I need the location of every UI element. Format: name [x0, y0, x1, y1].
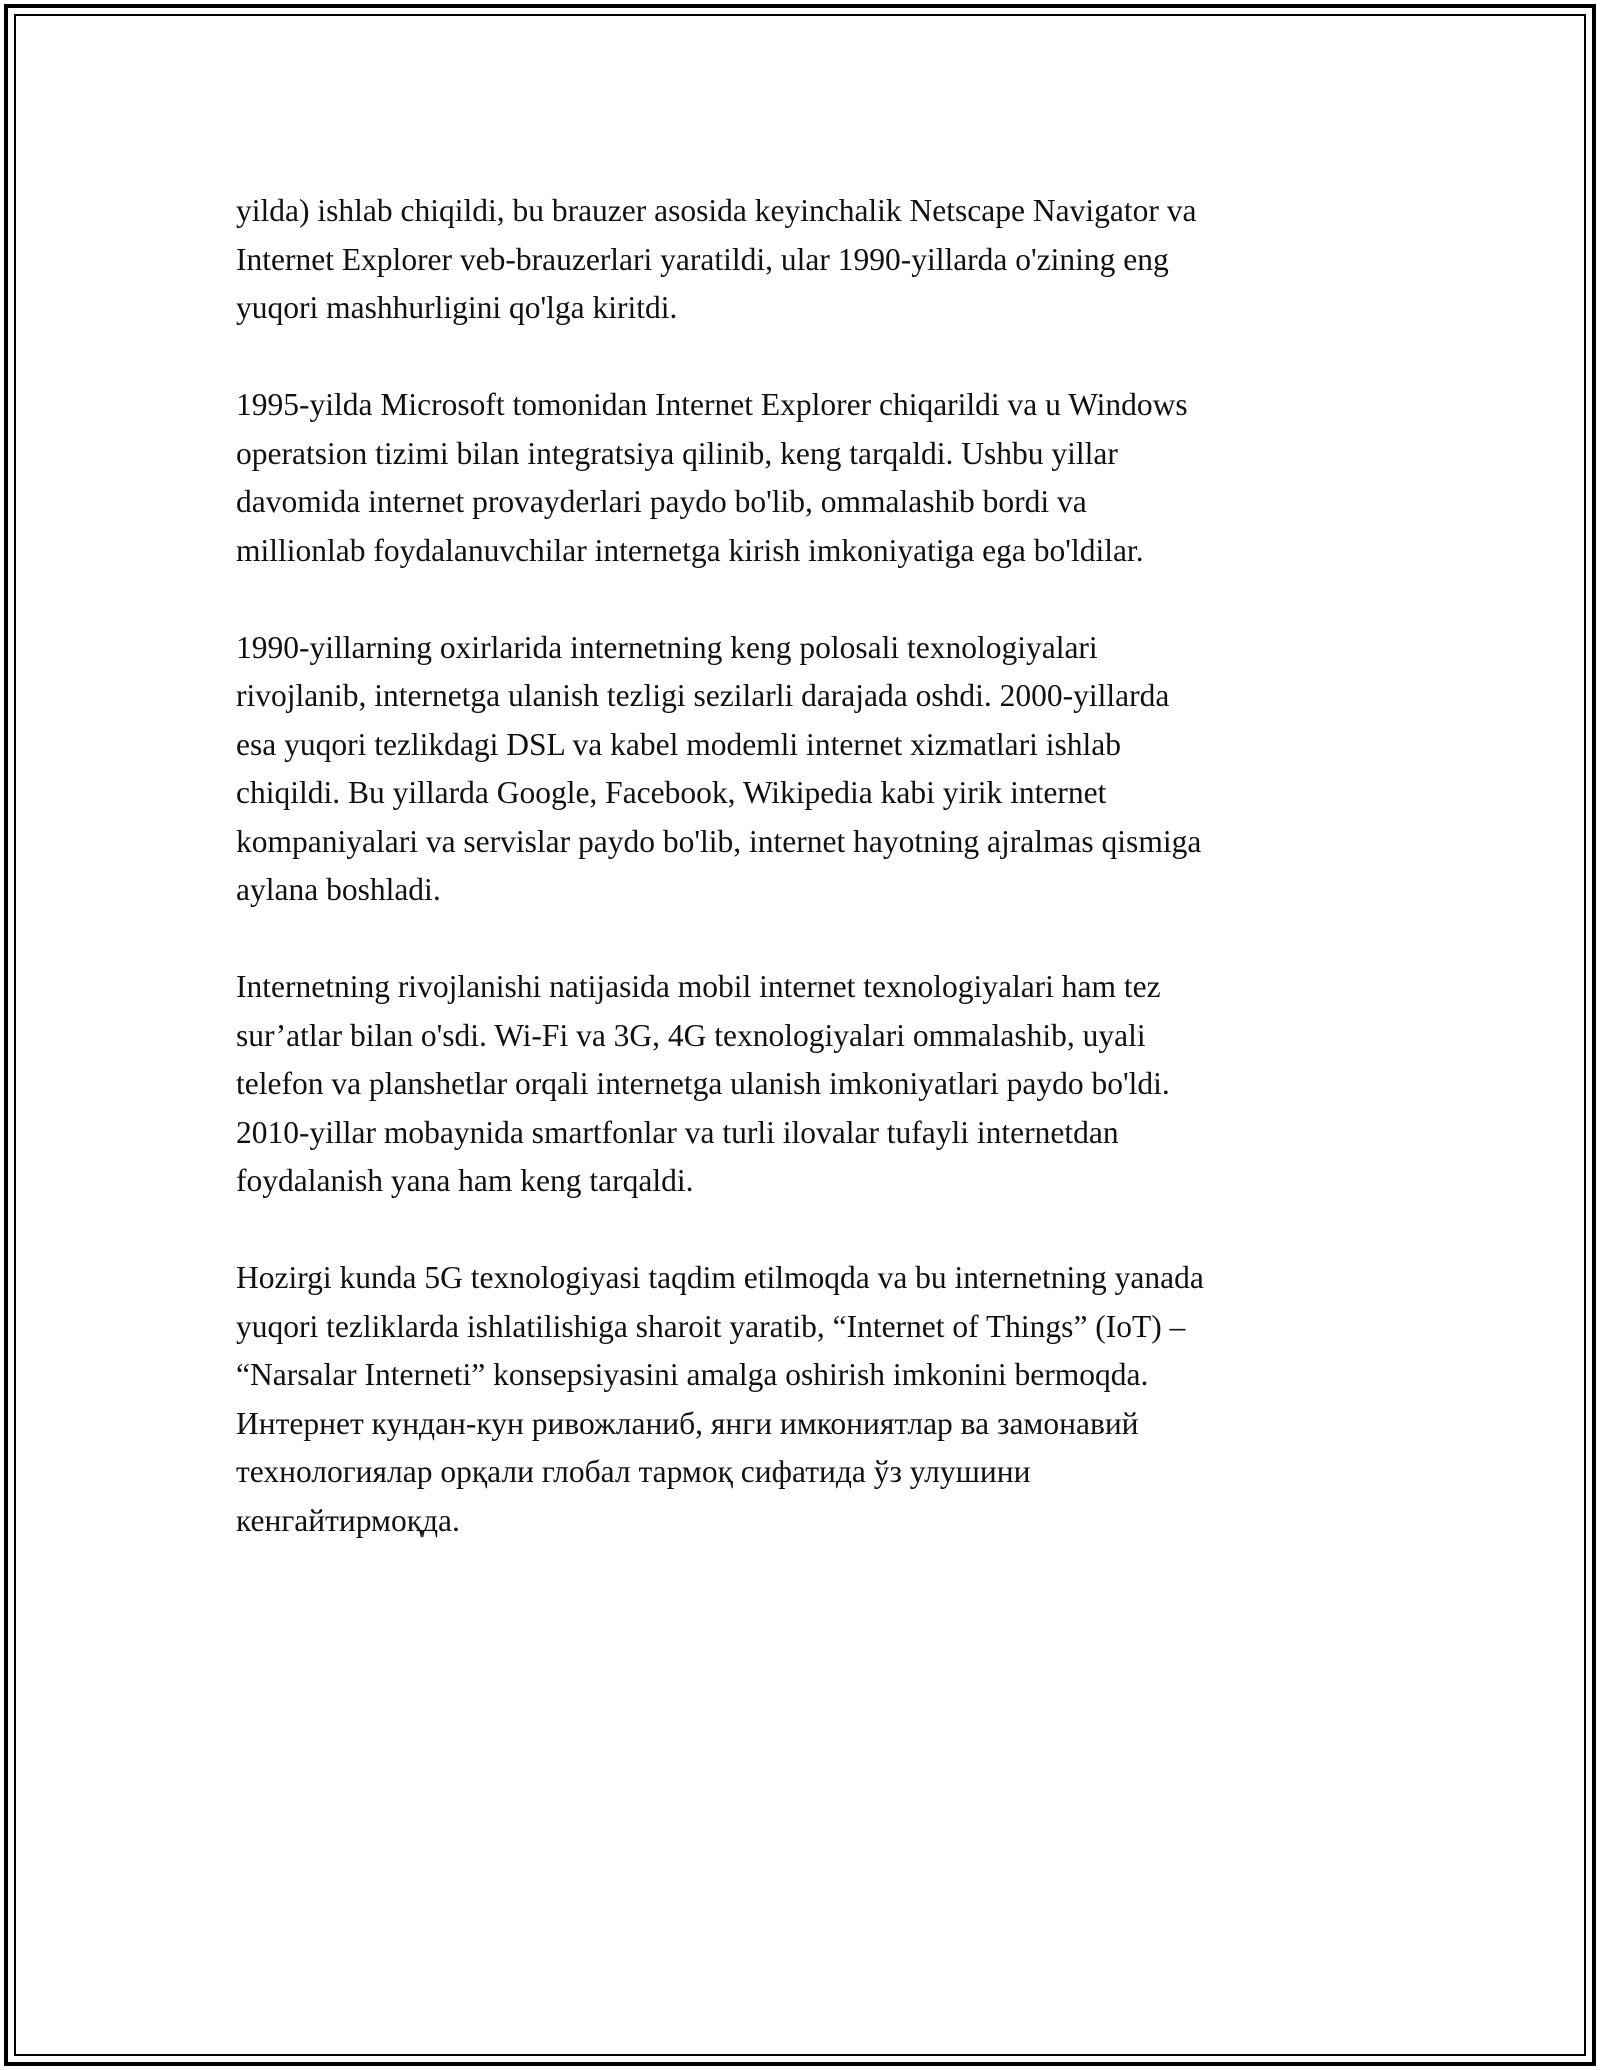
text-line: yilda) ishlab chiqildi, bu brauzer asosida keyinchalik Netscape Navigator va — [236, 193, 1197, 228]
text-line: “Narsalar Interneti” konsepsiyasini amalga oshirish imkonini bermoqda. — [236, 1357, 1149, 1392]
paragraph-5g — [236, 1254, 1376, 1545]
text-line: davomida internet provayderlari paydo bo'lib, ommalashib bordi va — [236, 484, 1087, 519]
text-line: sur’atlar bilan o'sdi. Wi-Fi va 3G, 4G texnologiyalari ommalashib, uyali — [236, 1017, 1146, 1053]
text-line: 1995-yilda Microsoft tomonidan Internet Explorer chiqarildi va u Windows — [236, 387, 1188, 422]
text-line: технологиялар орқали глобал тармоқ сифатида ўз улушини — [236, 1454, 1031, 1489]
text-line: кенгайтирмоқда. — [236, 1502, 460, 1538]
text-line: Internetning rivojlanishi natijasida mobil internet texnologiyalari ham tez — [236, 969, 1161, 1004]
text-line: yuqori tezliklarda ishlatilishiga sharoit yaratib, “Internet of Things” (IoT) – — [236, 1308, 1186, 1344]
text-line: telefon va planshetlar orqali internetga ulanish imkoniyatlari paydo bo'ldi. — [236, 1066, 1170, 1101]
text-line: Hozirgi kunda 5G texnologiyasi taqdim etilmoqda va bu internetning yanada — [236, 1260, 1204, 1295]
document-body — [236, 187, 1376, 1594]
paragraph-broadband — [236, 624, 1376, 915]
text-line: yuqori mashhurligini qo'lga kiritdi. — [236, 290, 678, 325]
paragraph-browsers — [236, 187, 1376, 333]
text-line: 2010-yillar mobaynida smartfonlar va turli ilovalar tufayli internetdan — [236, 1114, 1119, 1150]
paragraph-internet-explorer — [236, 381, 1376, 575]
text-line: Internet Explorer veb-brauzerlari yaratildi, ular 1990-yillarda o'zining eng — [236, 241, 1169, 277]
text-line: chiqildi. Bu yillarda Google, Facebook, Wikipedia kabi yirik internet — [236, 775, 1107, 810]
text-line: kompaniyalari va servislar paydo bo'lib, internet hayotning ajralmas qismiga — [236, 823, 1202, 859]
text-line: esa yuqori tezlikdagi DSL va kabel modemli internet xizmatlari ishlab — [236, 726, 1121, 762]
text-line: rivojlanib, internetga ulanish tezligi sezilarli darajada oshdi. 2000-yillarda — [236, 678, 1170, 713]
paragraph-mobile-internet — [236, 963, 1376, 1206]
text-line: 1990-yillarning oxirlarida internetning keng polosali texnologiyalari — [236, 629, 1098, 665]
text-line: foydalanish yana ham keng tarqaldi. — [236, 1163, 694, 1198]
text-line: operatsion tizimi bilan integratsiya qilinib, keng tarqaldi. Ushbu yillar — [236, 435, 1118, 471]
text-line: Интернет кундан-кун ривожланиб, янги имкониятлар ва замонавий — [236, 1405, 1139, 1441]
text-line: aylana boshladi. — [236, 872, 441, 907]
text-line: millionlab foydalanuvchilar internetga kirish imkoniyatiga ega bo'ldilar. — [236, 532, 1144, 568]
